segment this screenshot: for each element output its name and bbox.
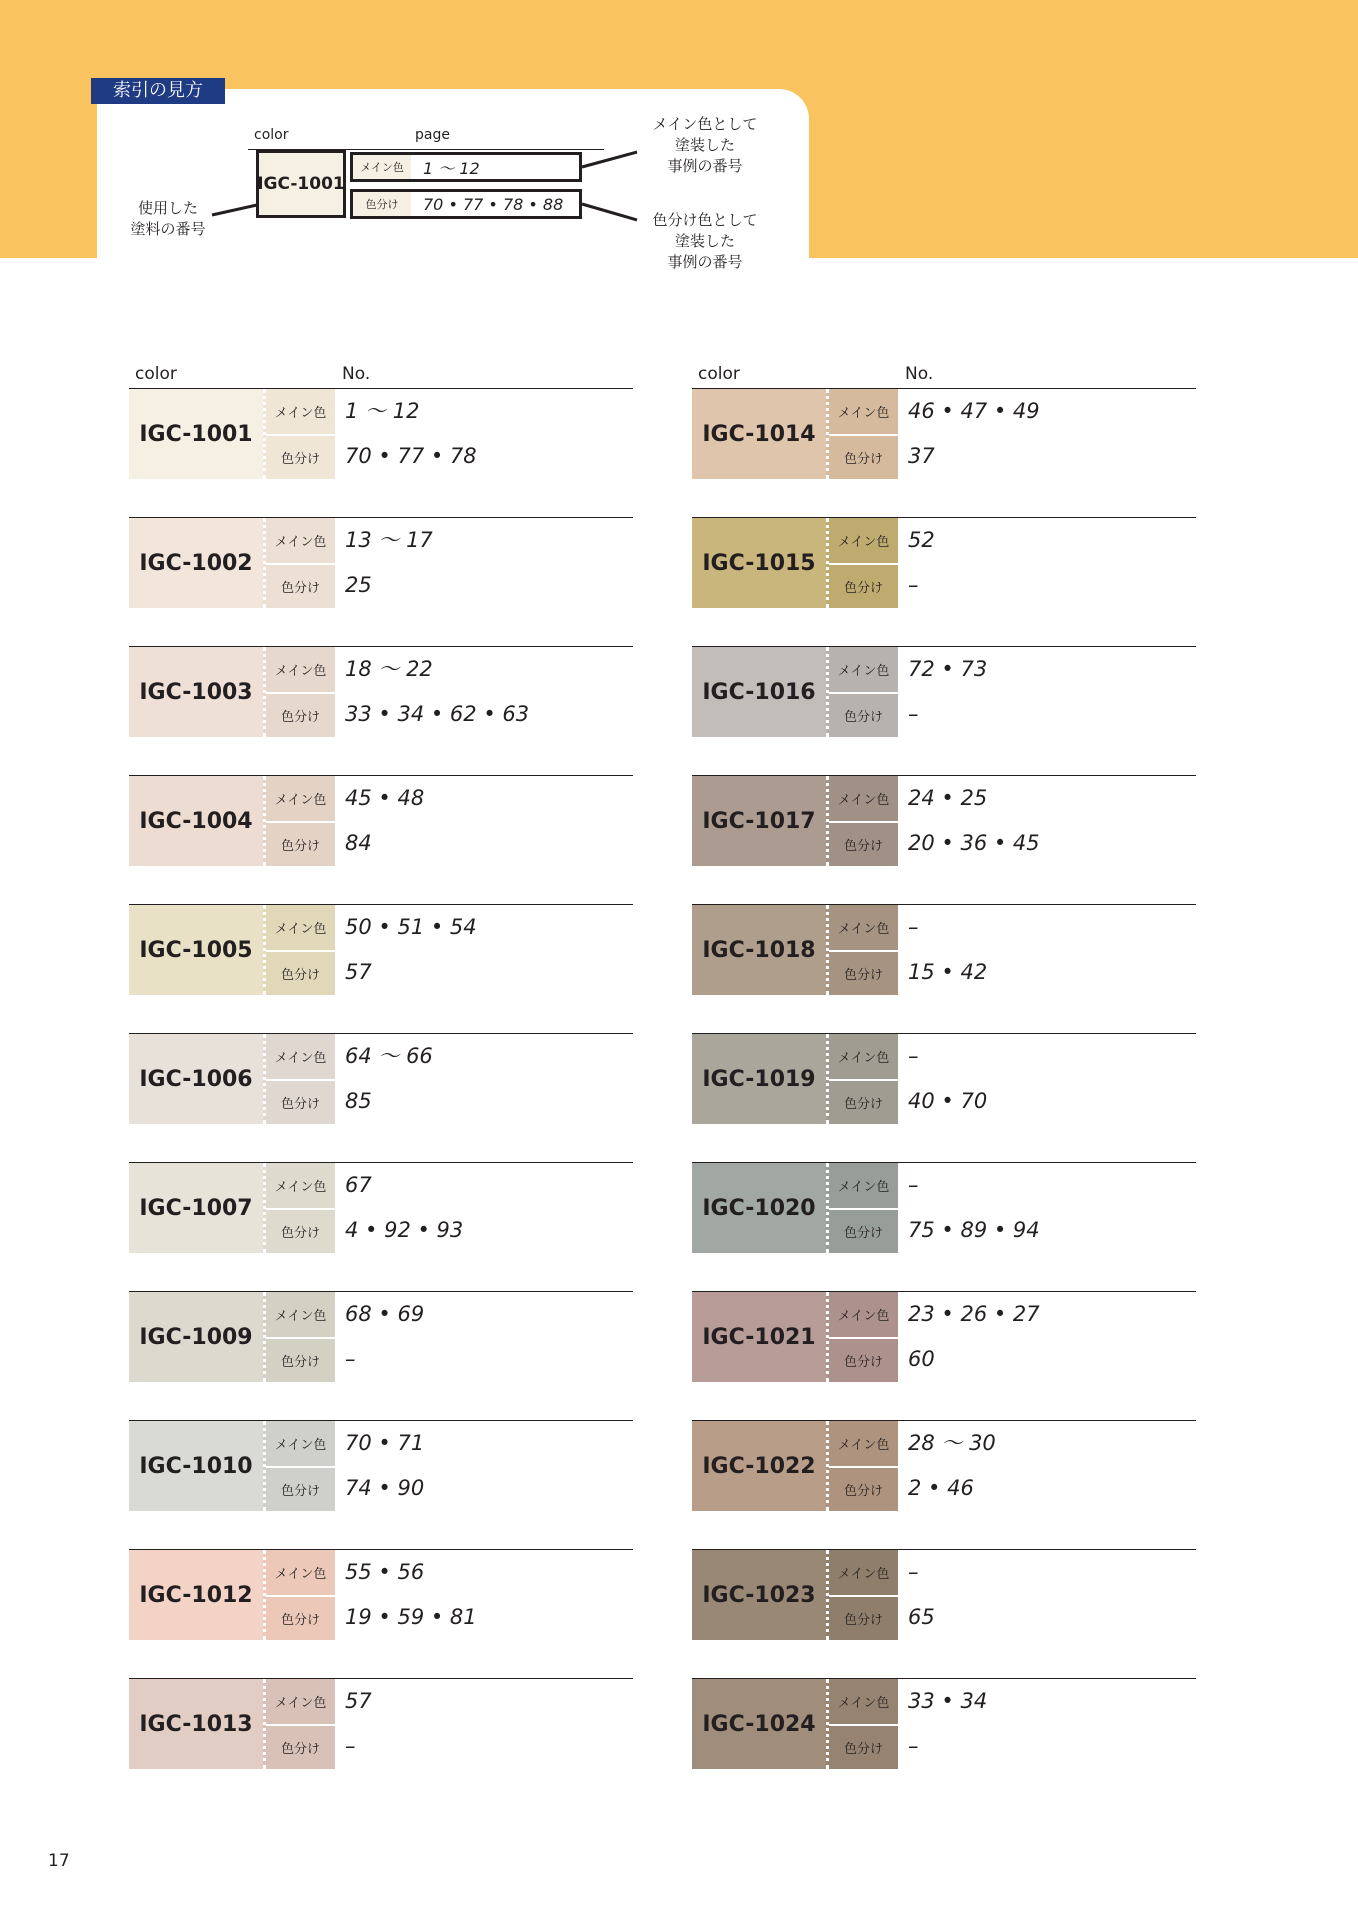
label-column <box>263 1292 335 1382</box>
color-swatch: IGC-1019 <box>692 1034 826 1124</box>
label-column <box>826 776 898 866</box>
main-color-numbers: 46 • 47 • 49 <box>908 399 1040 423</box>
legend-main-value: 1 〜 12 <box>423 158 480 178</box>
color-entry <box>129 389 633 479</box>
sub-color-numbers: 70 • 77 • 78 <box>345 444 477 468</box>
main-color-numbers: 72 • 73 <box>908 657 988 681</box>
main-color-numbers: 50 • 51 • 54 <box>345 915 477 939</box>
color-swatch: IGC-1023 <box>692 1550 826 1640</box>
legend-sub-label: 色分け <box>353 192 411 216</box>
main-color-label: メイン色 <box>837 922 890 937</box>
main-color-label: メイン色 <box>837 1696 890 1711</box>
label-column <box>826 389 898 479</box>
color-entry <box>692 1292 1196 1382</box>
sub-color-label: 色分け <box>829 821 898 866</box>
main-color-numbers: 18 〜 22 <box>345 657 433 681</box>
sub-color-label: 色分け <box>829 950 898 995</box>
sub-color-label: 色分け <box>829 563 898 608</box>
sub-color-label: 色分け <box>829 1208 898 1253</box>
legend-color-label: color <box>254 127 289 143</box>
sub-color-label: 色分け <box>266 434 335 479</box>
sub-color-label: 色分け <box>829 1337 898 1382</box>
label-column <box>826 905 898 995</box>
color-swatch: IGC-1001 <box>129 389 263 479</box>
label-column <box>826 647 898 737</box>
main-color-numbers: – <box>908 1173 919 1197</box>
label-column <box>263 905 335 995</box>
sub-color-label: 色分け <box>829 1079 898 1124</box>
color-swatch: IGC-1007 <box>129 1163 263 1253</box>
main-color-numbers: 70 • 71 <box>345 1431 425 1455</box>
color-entry <box>692 389 1196 479</box>
sub-color-numbers: – <box>908 1734 919 1758</box>
main-color-label: メイン色 <box>274 1438 327 1453</box>
color-entry <box>692 776 1196 866</box>
left-no-header: No. <box>342 364 371 384</box>
sub-color-numbers: 20 • 36 • 45 <box>908 831 1040 855</box>
sub-color-label: 色分け <box>266 1208 335 1253</box>
color-swatch: IGC-1021 <box>692 1292 826 1382</box>
legend-main-label: メイン色 <box>353 155 411 179</box>
color-entry <box>692 1421 1196 1511</box>
main-color-label: メイン色 <box>274 406 327 421</box>
color-entry <box>129 518 633 608</box>
main-color-label: メイン色 <box>274 1567 327 1582</box>
main-color-numbers: 67 <box>345 1173 372 1197</box>
color-swatch: IGC-1018 <box>692 905 826 995</box>
main-color-label: メイン色 <box>274 535 327 550</box>
sub-color-numbers: 19 • 59 • 81 <box>345 1605 477 1629</box>
main-color-label: メイン色 <box>837 1567 890 1582</box>
main-color-numbers: 23 • 26 • 27 <box>908 1302 1040 1326</box>
label-column <box>826 518 898 608</box>
page-number: 17 <box>48 1851 70 1871</box>
sub-color-label: 色分け <box>266 1595 335 1640</box>
main-color-label: メイン色 <box>837 1309 890 1324</box>
legend-sub-value: 70 • 77 • 78 • 88 <box>423 194 564 214</box>
color-swatch: IGC-1020 <box>692 1163 826 1253</box>
sub-color-label: 色分け <box>266 563 335 608</box>
color-entry <box>129 647 633 737</box>
color-swatch: IGC-1005 <box>129 905 263 995</box>
main-color-numbers: 68 • 69 <box>345 1302 425 1326</box>
sub-color-numbers: 75 • 89 • 94 <box>908 1218 1040 1242</box>
sub-color-label: 色分け <box>266 692 335 737</box>
color-swatch: IGC-1004 <box>129 776 263 866</box>
main-color-numbers: – <box>908 1560 919 1584</box>
sub-color-label: 色分け <box>266 950 335 995</box>
sub-color-numbers: 33 • 34 • 62 • 63 <box>345 702 530 726</box>
main-color-label: メイン色 <box>837 535 890 550</box>
main-color-numbers: 55 • 56 <box>345 1560 425 1584</box>
sub-color-label: 色分け <box>829 1466 898 1511</box>
sub-color-numbers: 40 • 70 <box>908 1089 988 1113</box>
label-column <box>263 1034 335 1124</box>
sub-color-label: 色分け <box>266 821 335 866</box>
color-swatch: IGC-1022 <box>692 1421 826 1511</box>
main-color-numbers: 13 〜 17 <box>345 528 433 552</box>
color-entry <box>692 905 1196 995</box>
main-color-numbers: 28 〜 30 <box>908 1431 996 1455</box>
main-color-label: メイン色 <box>837 406 890 421</box>
color-entry <box>129 905 633 995</box>
sub-color-numbers: – <box>345 1347 356 1371</box>
legend-page-label: page <box>415 127 450 143</box>
color-swatch: IGC-1017 <box>692 776 826 866</box>
sub-color-numbers: 84 <box>345 831 372 855</box>
sub-color-numbers: 65 <box>908 1605 935 1629</box>
main-color-numbers: 24 • 25 <box>908 786 988 810</box>
color-entry <box>129 1550 633 1640</box>
color-swatch: IGC-1003 <box>129 647 263 737</box>
sub-color-numbers: 25 <box>345 573 372 597</box>
legend-right-note-main: メイン色として 塗装した 事例の番号 <box>652 115 758 175</box>
main-color-label: メイン色 <box>837 1438 890 1453</box>
color-swatch: IGC-1009 <box>129 1292 263 1382</box>
sub-color-numbers: – <box>908 573 919 597</box>
color-entry <box>129 1292 633 1382</box>
color-swatch: IGC-1016 <box>692 647 826 737</box>
sub-color-label: 色分け <box>266 1079 335 1124</box>
label-column <box>826 1550 898 1640</box>
label-column <box>263 1421 335 1511</box>
sub-color-numbers: 15 • 42 <box>908 960 988 984</box>
main-color-label: メイン色 <box>837 664 890 679</box>
color-entry <box>692 1550 1196 1640</box>
sub-color-numbers: – <box>345 1734 356 1758</box>
label-column <box>826 1679 898 1769</box>
main-color-label: メイン色 <box>274 1696 327 1711</box>
main-color-label: メイン色 <box>274 922 327 937</box>
label-column <box>826 1292 898 1382</box>
sub-color-numbers: 74 • 90 <box>345 1476 425 1500</box>
main-color-numbers: 33 • 34 <box>908 1689 988 1713</box>
sub-color-numbers: 57 <box>345 960 372 984</box>
sub-color-numbers: 85 <box>345 1089 372 1113</box>
main-color-label: メイン色 <box>274 1309 327 1324</box>
color-entry <box>129 1034 633 1124</box>
sub-color-numbers: 2 • 46 <box>908 1476 974 1500</box>
color-swatch: IGC-1014 <box>692 389 826 479</box>
legend-right-note-sub: 色分け色として 塗装した 事例の番号 <box>652 211 758 271</box>
legend-left-note: 使用した 塗料の番号 <box>130 199 206 238</box>
main-color-label: メイン色 <box>274 1051 327 1066</box>
label-column <box>263 1550 335 1640</box>
color-swatch: IGC-1024 <box>692 1679 826 1769</box>
color-entry <box>129 1421 633 1511</box>
sub-color-label: 色分け <box>266 1466 335 1511</box>
sub-color-numbers: 37 <box>908 444 935 468</box>
right-color-header: color <box>698 364 740 384</box>
color-swatch: IGC-1012 <box>129 1550 263 1640</box>
main-color-numbers: 57 <box>345 1689 372 1713</box>
sub-color-label: 色分け <box>266 1337 335 1382</box>
main-color-label: メイン色 <box>274 664 327 679</box>
sub-color-label: 色分け <box>266 1724 335 1769</box>
color-entry <box>692 518 1196 608</box>
sub-color-label: 色分け <box>829 1724 898 1769</box>
color-entry <box>692 1679 1196 1769</box>
main-color-label: メイン色 <box>274 1180 327 1195</box>
main-color-label: メイン色 <box>837 793 890 808</box>
main-color-label: メイン色 <box>837 1051 890 1066</box>
color-swatch: IGC-1015 <box>692 518 826 608</box>
main-color-numbers: 52 <box>908 528 935 552</box>
sub-color-label: 色分け <box>829 692 898 737</box>
label-column <box>263 647 335 737</box>
sub-color-numbers: 60 <box>908 1347 935 1371</box>
sub-color-numbers: 4 • 92 • 93 <box>345 1218 464 1242</box>
color-entry <box>129 1679 633 1769</box>
label-column <box>826 1163 898 1253</box>
label-column <box>826 1421 898 1511</box>
label-column <box>263 776 335 866</box>
sub-color-label: 色分け <box>829 1595 898 1640</box>
label-column <box>826 1034 898 1124</box>
label-column <box>263 518 335 608</box>
main-color-numbers: 64 〜 66 <box>345 1044 433 1068</box>
color-entry <box>692 1163 1196 1253</box>
main-color-label: メイン色 <box>274 793 327 808</box>
main-color-numbers: – <box>908 1044 919 1068</box>
main-color-label: メイン色 <box>837 1180 890 1195</box>
color-entry <box>129 776 633 866</box>
color-swatch: IGC-1002 <box>129 518 263 608</box>
label-column <box>263 1679 335 1769</box>
color-entry <box>692 647 1196 737</box>
main-color-numbers: 1 〜 12 <box>345 399 420 423</box>
main-color-numbers: – <box>908 915 919 939</box>
main-color-numbers: 45 • 48 <box>345 786 425 810</box>
color-swatch: IGC-1006 <box>129 1034 263 1124</box>
left-color-header: color <box>135 364 177 384</box>
label-column <box>263 1163 335 1253</box>
label-column <box>263 389 335 479</box>
legend-code: IGC-1001 <box>257 174 345 194</box>
color-entry <box>129 1163 633 1253</box>
sub-color-label: 色分け <box>829 434 898 479</box>
sub-color-numbers: – <box>908 702 919 726</box>
legend-title: 索引の見方 <box>91 78 225 104</box>
right-no-header: No. <box>905 364 934 384</box>
color-swatch: IGC-1010 <box>129 1421 263 1511</box>
color-swatch: IGC-1013 <box>129 1679 263 1769</box>
color-entry <box>692 1034 1196 1124</box>
